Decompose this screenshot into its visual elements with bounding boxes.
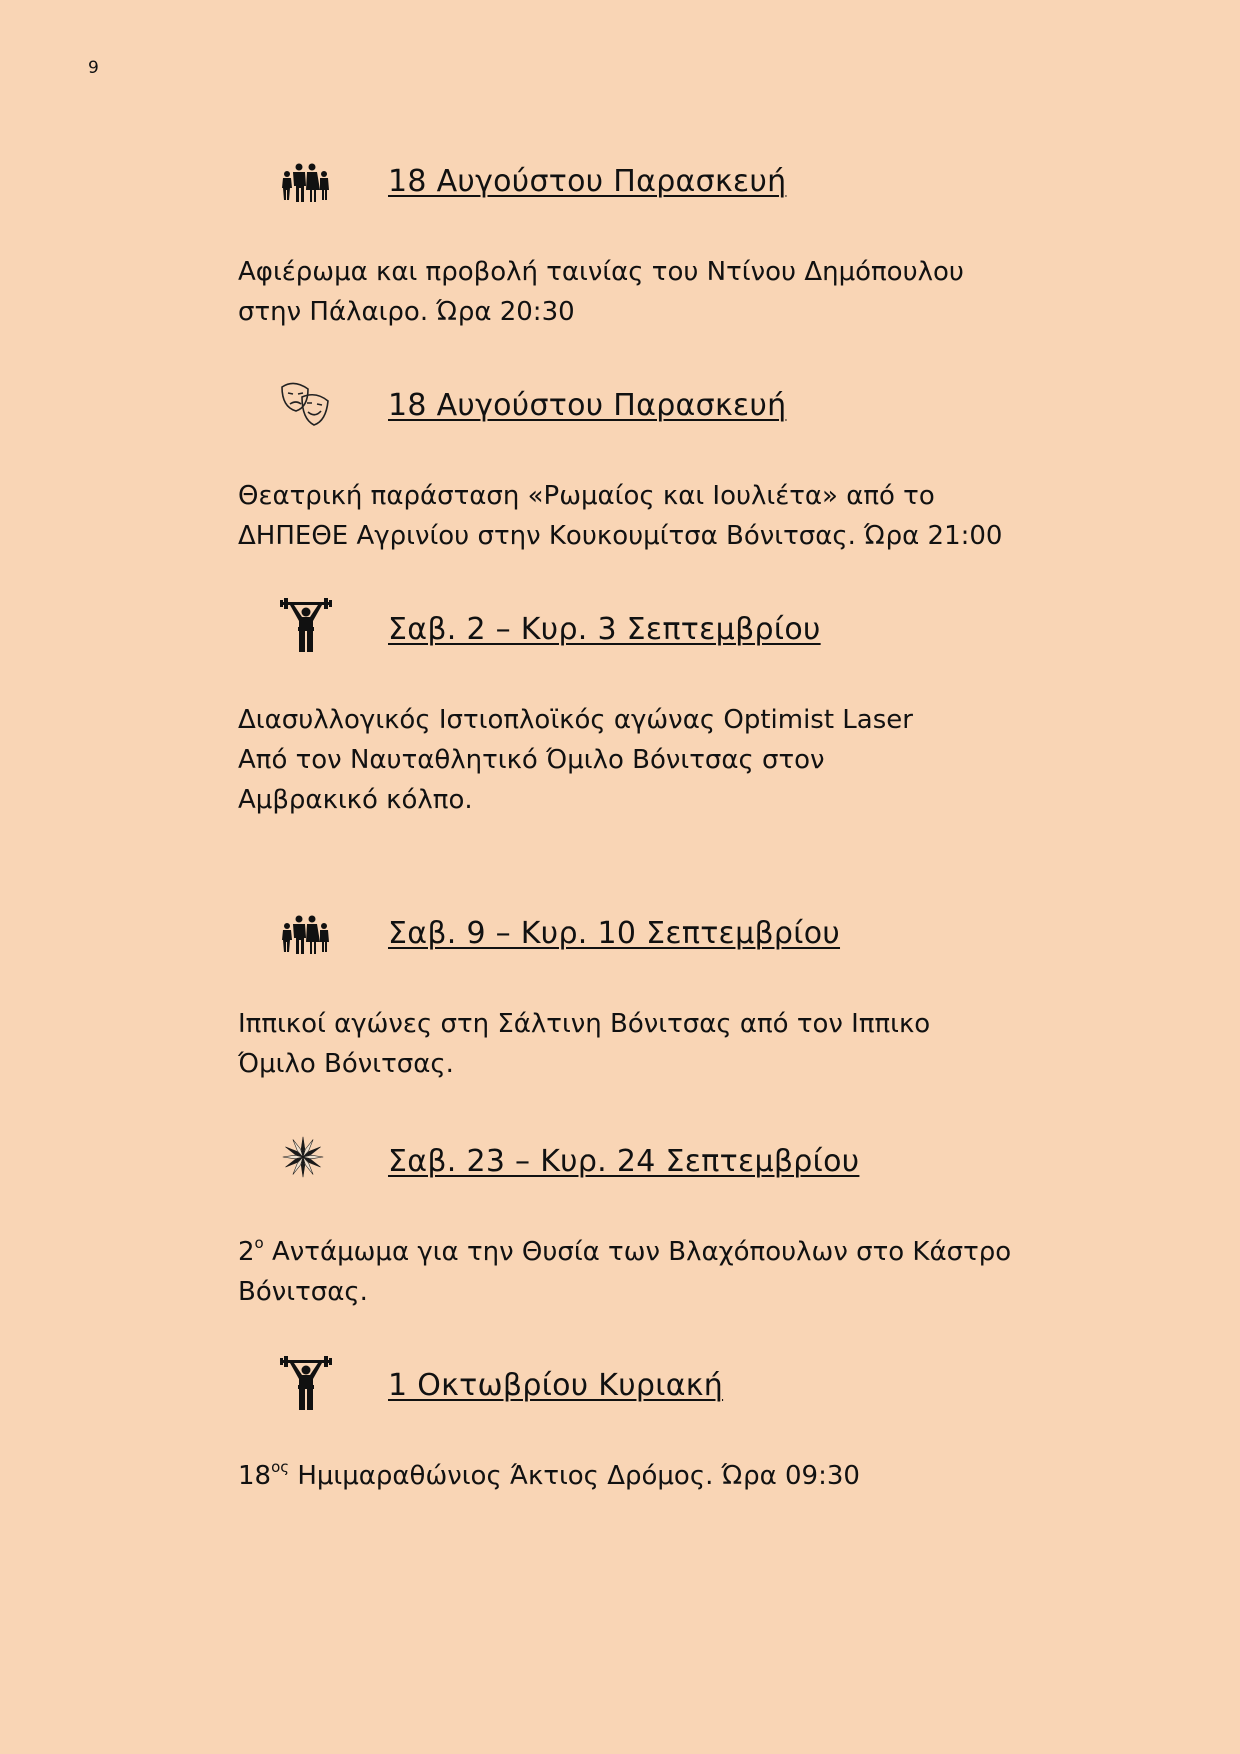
event-description-line: Θεατρική παράσταση «Ρωμαίος και Ιουλιέτα» από το [238,481,935,511]
family-icon [278,156,334,212]
event-description-line: Όμιλο Βόνιτσας. [238,1049,454,1079]
event-description-line: στην Πάλαιρο. Ώρα 20:30 [238,297,575,327]
event-heading: Σαβ. 2 – Κυρ. 3 Σεπτεμβρίου [388,612,821,647]
event-heading: 18 Αυγούστου Παρασκευή [388,164,787,199]
ordinal-suffix: ος [271,1458,290,1476]
ordinal-number: 2 [238,1237,255,1267]
event-description-line [238,1232,1138,1272]
event-description-line: ΔΗΠΕΘΕ Αγρινίου στην Κουκουμίτσα Βόνιτσας. Ώρα 21:00 [238,521,1003,551]
event-description [238,700,1138,820]
event-heading: Σαβ. 9 – Κυρ. 10 Σεπτεμβρίου [388,916,841,951]
event-description-line: Αφιέρωμα και προβολή ταινίας του Ντίνου Δημόπουλου [238,257,964,287]
ordinal-suffix: ο [254,1234,264,1252]
event-description-line: Βόνιτσας. [238,1277,368,1307]
page-number: 9 [88,58,99,78]
event-description-text: Αντάμωμα για την Θυσία των Βλαχόπουλων στο Κάστρο [263,1237,1012,1267]
event-description-line: Από τον Ναυταθλητικό Όμιλο Βόνιτσας στον [238,745,825,775]
event-heading: 18 Αυγούστου Παρασκευή [388,388,787,423]
event-description-line: Ιππικοί αγώνες στη Σάλτινη Βόνιτσας από τον Ιππικο [238,1009,931,1039]
event-description [238,1004,1138,1084]
event-description-line [238,1456,1138,1496]
event-description-line: Διασυλλογικός Ιστιοπλοϊκός αγώνας Optimist Laser [238,705,913,735]
event-heading: Σαβ. 23 – Κυρ. 24 Σεπτεμβρίου [388,1144,860,1179]
event-description [238,252,1138,332]
event-description [238,476,1138,556]
weightlifter-icon [278,596,334,654]
event-description [238,1456,1138,1496]
event-description [238,1232,1138,1312]
event-description-line: Αμβρακικό κόλπο. [238,785,473,815]
event-description-text: Ημιμαραθώνιος Άκτιος Δρόμος. Ώρα 09:30 [289,1461,860,1491]
ordinal-number: 18 [238,1461,272,1491]
weightlifter-icon [278,1354,334,1412]
event-heading: 1 Οκτωβρίου Κυριακή [388,1368,724,1403]
family-icon [278,908,334,964]
theater-masks-icon [278,376,334,432]
star-burst-icon [280,1134,326,1180]
